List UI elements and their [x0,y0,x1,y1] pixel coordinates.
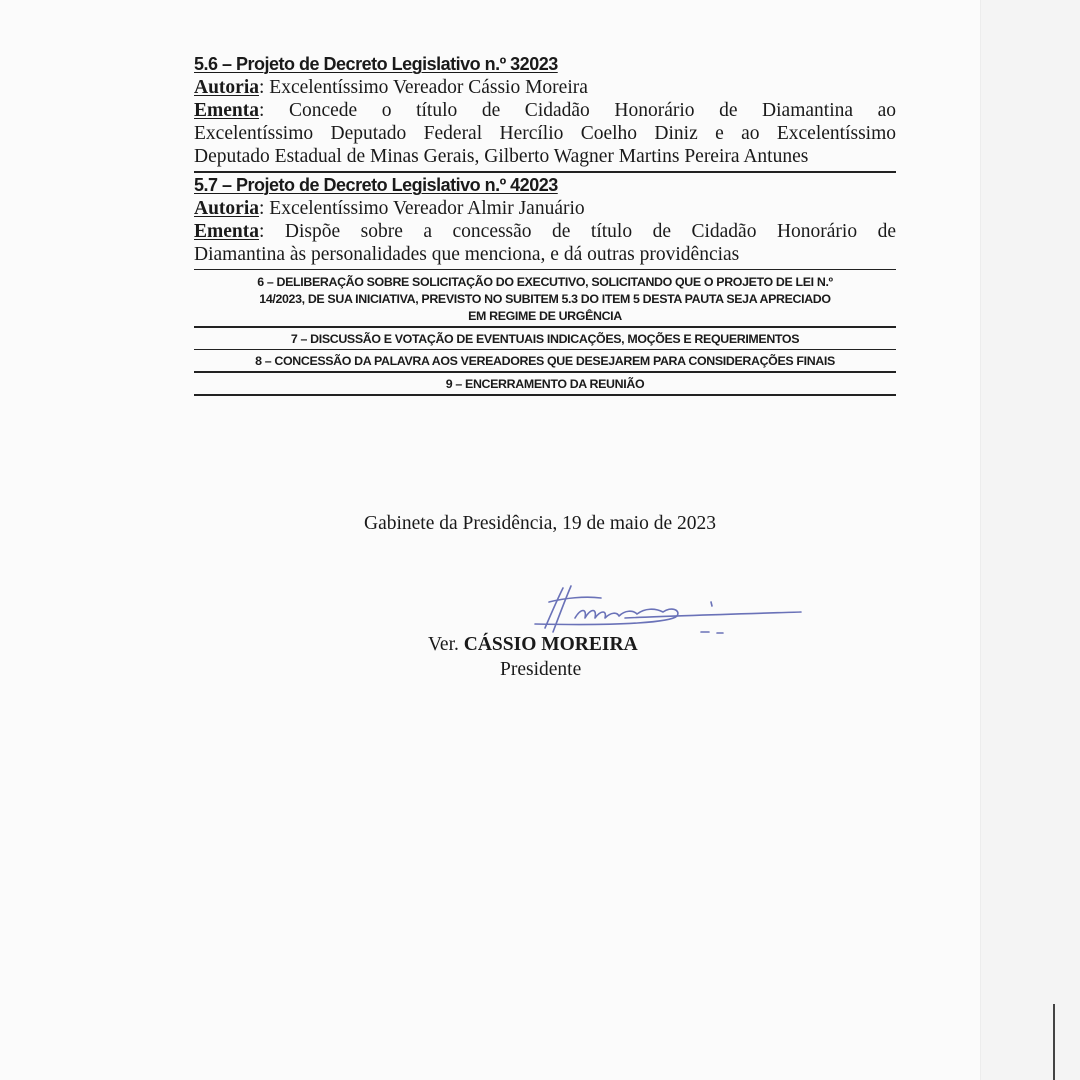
agenda-item-6 [194,270,896,326]
autoria-label: Autoria [194,197,259,219]
section-5-7-autoria [194,197,896,220]
section-5-7-ementa-line-1 [194,220,896,243]
signer-prefix: Ver. [428,634,459,655]
section-5-7-ementa-line-2: Diamantina às personalidades que menciona, e dá outras providências [194,243,740,265]
page-edge [980,0,1080,1080]
ementa-label: Ementa [194,100,259,121]
signer-role: Presidente [500,659,582,680]
signer-name-bold: CÁSSIO MOREIRA [463,634,638,655]
agenda-item-6-line-2: 14/2023, DE SUA INICIATIVA, PREVISTO NO SUBITEM 5.3 DO ITEM 5 DESTA PAUTA SEJA APRECIADO [259,292,831,307]
ementa-text: : Concede o título de Cidadão Honorário de Diamantina ao [259,100,896,121]
signer-name [428,633,638,657]
divider [194,394,896,396]
agenda-item-9: 9 – ENCERRAMENTO DA REUNIÃO [445,376,645,391]
page-edge-line [980,0,981,1080]
section-5-6-title: 5.6 – Projeto de Decreto Legislativo n.º 32023 [194,54,558,74]
closing-place-date: Gabinete da Presidência, 19 de maio de 2023 [364,513,716,534]
agenda-item-6-line-3: EM REGIME DE URGÊNCIA [468,309,622,324]
document-body [194,52,896,396]
section-5-7-title: 5.7 – Projeto de Decreto Legislativo n.º 42023 [194,174,558,195]
section-5-6-ementa-line-2: Excelentíssimo Deputado Federal Hercílio Coelho Diniz e ao Excelentíssimo [194,123,896,144]
agenda-item-8: 8 – CONCESSÃO DA PALAVRA AOS VEREADORES QUE DESEJAREM PARA CONSIDERAÇÕES FINAIS [255,354,835,369]
ementa-label: Ementa [194,220,259,242]
section-5-6-autoria [194,76,896,99]
agenda-item-7: 7 – DISCUSSÃO E VOTAÇÃO DE EVENTUAIS INDICAÇÕES, MOÇÕES E REQUERIMENTOS [290,331,800,346]
section-5-6-ementa-line-1 [194,99,896,122]
section-5-6-ementa-line-3: Deputado Estadual de Minas Gerais, Gilberto Wagner Martins Pereira Antunes [194,146,809,167]
scan-mark [1053,1004,1055,1080]
autoria-label: Autoria [194,77,259,98]
ementa-text: : Dispõe sobre a concessão de título de Cidadão Honorário de [259,220,896,242]
agenda-item-6-line-1: 6 – DELIBERAÇÃO SOBRE SOLICITAÇÃO DO EXECUTIVO, SOLICITANDO QUE O PROJETO DE LEI N.º [257,275,833,290]
autoria-text: : Excelentíssimo Vereador Cássio Moreira [259,77,588,98]
autoria-text: : Excelentíssimo Vereador Almir Januário [259,197,585,219]
